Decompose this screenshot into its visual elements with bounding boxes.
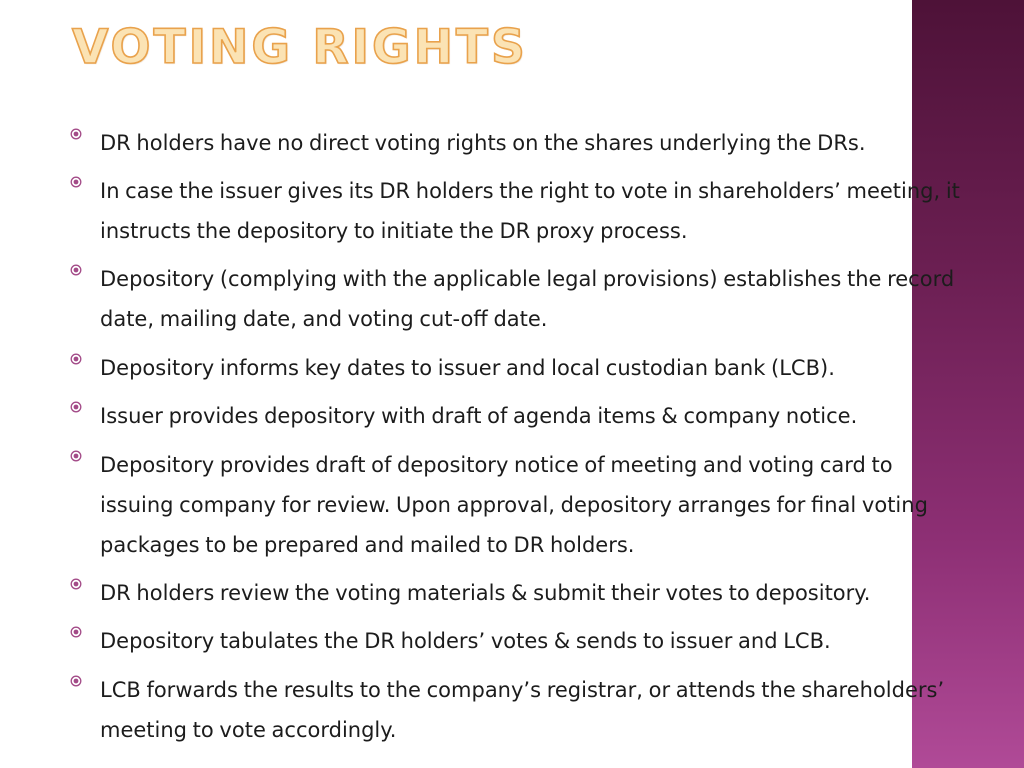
circled-dot-bullet-icon [70,675,82,687]
bullet-item [70,171,960,251]
bullet-text: Depository (complying with the applicable legal provisions) establishes the record date, mailing date, and voting cut-off date. [100,267,955,331]
bullet-text: Depository informs key dates to issuer and local custodian bank (LCB). [100,356,835,380]
bullet-text: LCB forwards the results to the company’s registrar, or attends the shareholders’ meeting to vote accordingly. [100,678,945,742]
bullet-text: Depository tabulates the DR holders’ votes & sends to issuer and LCB. [100,629,831,653]
bullet-text: DR holders have no direct voting rights on the shares underlying the DRs. [100,131,866,155]
bullet-item [70,445,960,565]
bullet-text: Issuer provides depository with draft of agenda items & company notice. [100,404,858,428]
circled-dot-bullet-icon [70,401,82,413]
bullet-item [70,573,960,613]
circled-dot-bullet-icon [70,353,82,365]
circled-dot-bullet-icon [70,176,82,188]
slide-title: VOTING RIGHTS [72,20,528,75]
circled-dot-bullet-icon [70,626,82,638]
circled-dot-bullet-icon [70,264,82,276]
bullet-item [70,348,960,388]
bullet-item [70,123,960,163]
bullet-text: In case the issuer gives its DR holders the right to vote in shareholders’ meeting, it instructs the depository to initiate the DR proxy process. [100,179,960,243]
bullet-item [70,670,960,750]
bullet-text: DR holders review the voting materials & submit their votes to depository. [100,581,871,605]
bullet-item [70,259,960,339]
circled-dot-bullet-icon [70,578,82,590]
bullet-text: Depository provides draft of depository notice of meeting and voting card to issuing company for review. Upon approval, depository arranges for final voting packages to be prepared and mailed to DR holders. [100,453,928,557]
circled-dot-bullet-icon [70,128,82,140]
circled-dot-bullet-icon [70,450,82,462]
bullet-item [70,621,960,661]
bullet-item [70,396,960,436]
bullet-list [70,0,970,768]
